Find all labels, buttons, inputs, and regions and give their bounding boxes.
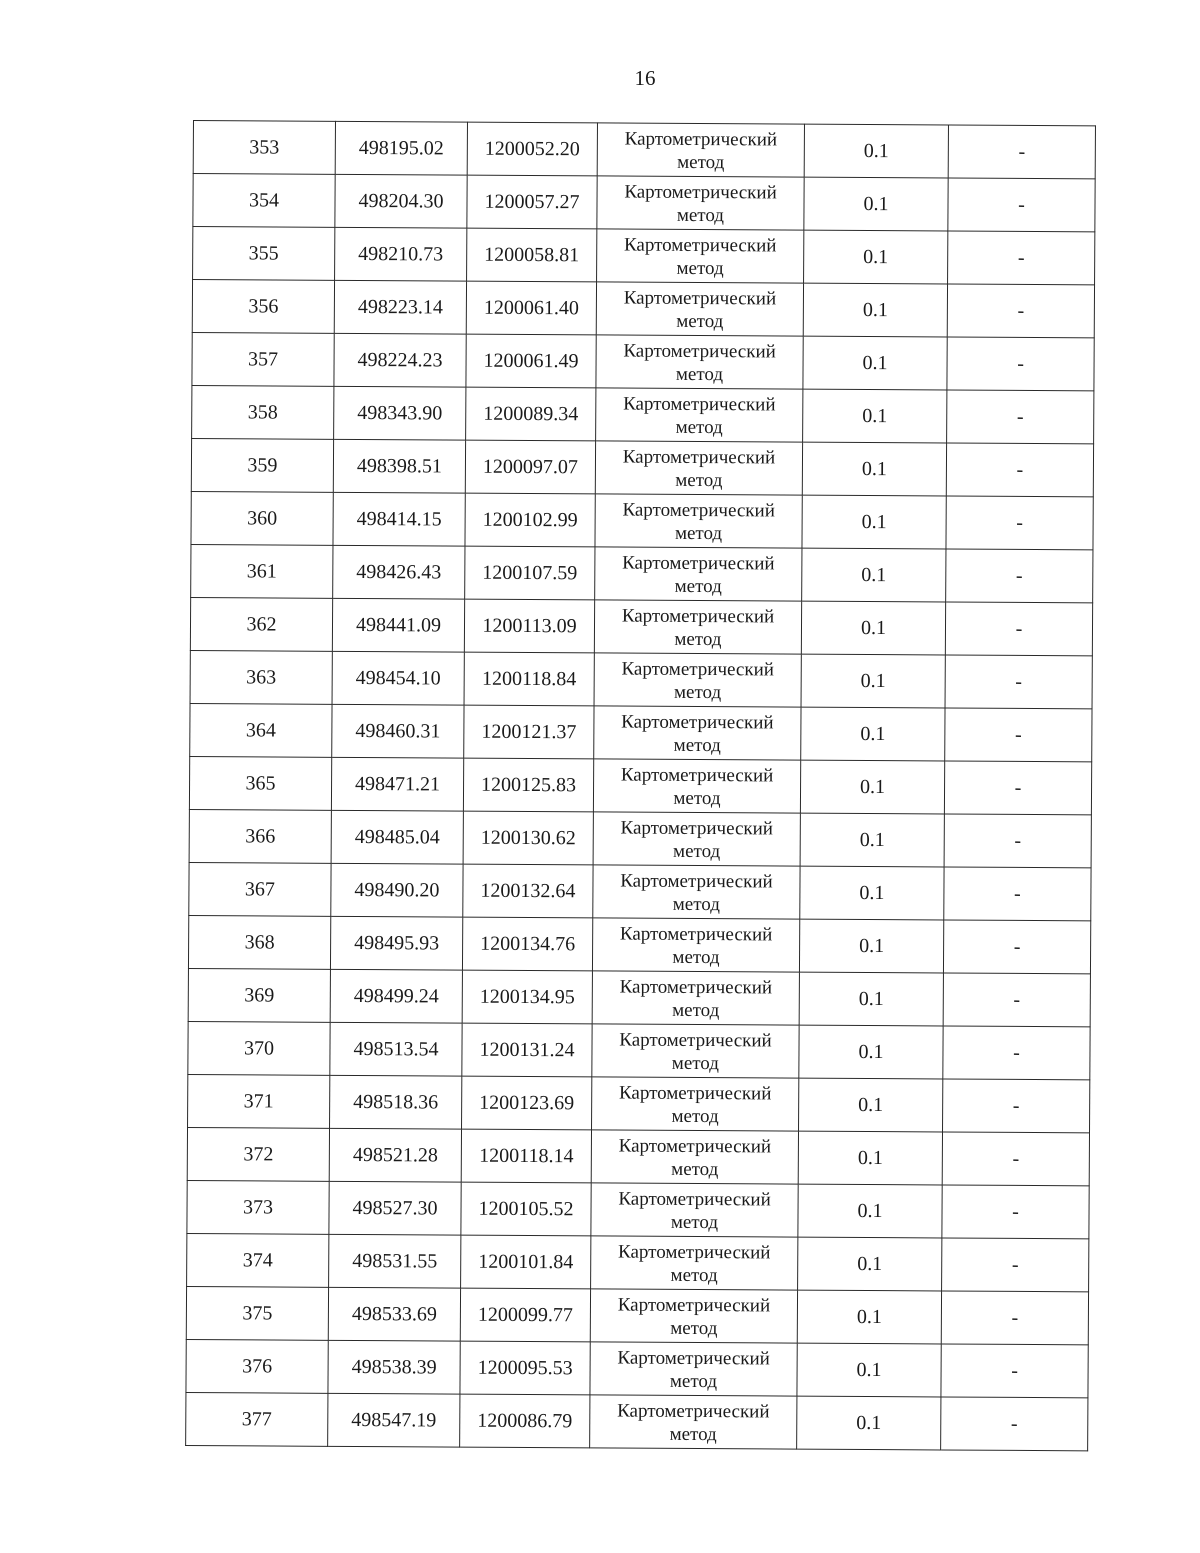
method-line-1: Картометрический bbox=[624, 128, 778, 151]
accuracy-cell: 0.1 bbox=[797, 1343, 941, 1397]
accuracy-cell: 0.1 bbox=[801, 707, 945, 761]
x-coordinate-cell: 498531.55 bbox=[329, 1234, 461, 1288]
method-line-1: Картометрический bbox=[617, 1400, 770, 1423]
note-cell: - bbox=[948, 178, 1095, 232]
point-number-cell: 365 bbox=[189, 756, 331, 810]
method-line-2: метод bbox=[674, 575, 722, 598]
point-number-cell: 370 bbox=[188, 1021, 330, 1075]
method-line-1: Картометрический bbox=[617, 1347, 770, 1370]
method-cell bbox=[596, 388, 803, 442]
y-coordinate-cell: 1200118.14 bbox=[461, 1129, 591, 1183]
note-cell: - bbox=[944, 867, 1091, 921]
point-number-cell: 375 bbox=[186, 1286, 328, 1340]
table-row bbox=[187, 1233, 1089, 1291]
method-cell bbox=[595, 494, 802, 548]
table-row bbox=[189, 809, 1091, 867]
note-cell: - bbox=[941, 1291, 1088, 1345]
method-line-1: Картометрический bbox=[618, 1241, 771, 1264]
method-line-1: Картометрический bbox=[623, 287, 777, 310]
method-line-1: Картометрический bbox=[618, 1188, 771, 1211]
method-line-1: Картометрический bbox=[620, 764, 774, 787]
method-line-2: метод bbox=[673, 681, 722, 704]
x-coordinate-cell: 498527.30 bbox=[329, 1181, 461, 1235]
method-line-1: Картометрический bbox=[620, 870, 773, 893]
y-coordinate-cell: 1200123.69 bbox=[462, 1076, 592, 1130]
y-coordinate-cell: 1200132.64 bbox=[463, 864, 593, 918]
table-row bbox=[186, 1392, 1088, 1450]
note-cell: - bbox=[947, 337, 1094, 391]
table-row bbox=[188, 1021, 1090, 1079]
x-coordinate-cell: 498538.39 bbox=[328, 1340, 460, 1394]
table-row bbox=[193, 174, 1095, 232]
y-coordinate-cell: 1200095.53 bbox=[460, 1341, 590, 1395]
method-line-2: метод bbox=[672, 946, 720, 969]
method-line-2: метод bbox=[670, 1211, 719, 1234]
note-cell: - bbox=[946, 549, 1093, 603]
accuracy-cell: 0.1 bbox=[800, 866, 944, 920]
note-cell: - bbox=[946, 496, 1093, 550]
x-coordinate-cell: 498485.04 bbox=[331, 810, 463, 864]
method-line-2: метод bbox=[673, 734, 721, 757]
method-line-2: метод bbox=[677, 151, 725, 174]
table-row bbox=[192, 332, 1094, 390]
point-number-cell: 356 bbox=[192, 280, 334, 334]
note-cell: - bbox=[947, 390, 1094, 444]
method-cell bbox=[596, 282, 803, 336]
method-line-1: Картометрический bbox=[621, 658, 775, 681]
table-row bbox=[190, 597, 1092, 655]
x-coordinate-cell: 498471.21 bbox=[331, 757, 463, 811]
y-coordinate-cell: 1200061.49 bbox=[466, 334, 596, 388]
accuracy-cell: 0.1 bbox=[798, 1131, 942, 1185]
y-coordinate-cell: 1200131.24 bbox=[462, 1023, 592, 1077]
note-cell: - bbox=[944, 814, 1091, 868]
x-coordinate-cell: 498495.93 bbox=[330, 916, 462, 970]
y-coordinate-cell: 1200102.99 bbox=[465, 493, 595, 547]
table-row bbox=[188, 915, 1090, 973]
method-line-1: Картометрический bbox=[622, 446, 776, 469]
note-cell: - bbox=[942, 1132, 1089, 1186]
x-coordinate-cell: 498521.28 bbox=[329, 1128, 461, 1182]
y-coordinate-cell: 1200099.77 bbox=[460, 1288, 590, 1342]
method-line-2: метод bbox=[671, 1158, 719, 1181]
note-cell: - bbox=[945, 602, 1092, 656]
note-cell: - bbox=[943, 1026, 1090, 1080]
y-coordinate-cell: 1200107.59 bbox=[465, 546, 595, 600]
point-number-cell: 372 bbox=[187, 1127, 329, 1181]
method-cell bbox=[594, 600, 801, 654]
accuracy-cell: 0.1 bbox=[802, 442, 946, 496]
y-coordinate-cell: 1200061.40 bbox=[466, 281, 596, 335]
method-cell bbox=[597, 229, 804, 283]
table-row bbox=[190, 703, 1092, 761]
method-line-1: Картометрический bbox=[623, 340, 776, 363]
point-number-cell: 361 bbox=[191, 544, 333, 598]
x-coordinate-cell: 498204.30 bbox=[335, 174, 467, 228]
method-cell bbox=[596, 335, 803, 389]
note-cell: - bbox=[945, 655, 1092, 709]
accuracy-cell: 0.1 bbox=[803, 389, 947, 443]
method-cell bbox=[590, 1289, 797, 1343]
x-coordinate-cell: 498490.20 bbox=[331, 863, 463, 917]
note-cell: - bbox=[943, 1079, 1090, 1133]
method-line-2: метод bbox=[676, 257, 724, 280]
accuracy-cell: 0.1 bbox=[797, 1396, 941, 1450]
coordinates-table bbox=[185, 120, 1096, 1451]
note-cell: - bbox=[941, 1397, 1088, 1451]
point-number-cell: 369 bbox=[188, 968, 330, 1022]
table-row bbox=[186, 1339, 1088, 1397]
point-number-cell: 358 bbox=[192, 385, 334, 439]
y-coordinate-cell: 1200121.37 bbox=[464, 705, 594, 759]
method-cell bbox=[594, 653, 801, 707]
accuracy-cell: 0.1 bbox=[799, 972, 943, 1026]
x-coordinate-cell: 498513.54 bbox=[330, 1022, 462, 1076]
point-number-cell: 353 bbox=[193, 121, 335, 175]
accuracy-cell: 0.1 bbox=[799, 1078, 943, 1132]
method-line-2: метод bbox=[669, 1370, 718, 1393]
method-cell bbox=[592, 1077, 799, 1131]
method-line-1: Картометрический bbox=[618, 1135, 772, 1158]
method-line-2: метод bbox=[672, 999, 720, 1022]
y-coordinate-cell: 1200130.62 bbox=[463, 811, 593, 865]
point-number-cell: 373 bbox=[187, 1180, 329, 1234]
accuracy-cell: 0.1 bbox=[801, 654, 945, 708]
accuracy-cell: 0.1 bbox=[803, 336, 947, 390]
note-cell: - bbox=[943, 920, 1090, 974]
x-coordinate-cell: 498343.90 bbox=[334, 386, 466, 440]
y-coordinate-cell: 1200134.95 bbox=[462, 970, 592, 1024]
accuracy-cell: 0.1 bbox=[798, 1184, 942, 1238]
note-cell: - bbox=[948, 125, 1095, 179]
x-coordinate-cell: 498547.19 bbox=[328, 1393, 460, 1447]
y-coordinate-cell: 1200105.52 bbox=[461, 1182, 591, 1236]
method-cell bbox=[597, 176, 804, 230]
table-row bbox=[192, 385, 1094, 443]
method-line-2: метод bbox=[674, 628, 722, 651]
method-line-1: Картометрический bbox=[619, 976, 773, 999]
method-cell bbox=[590, 1395, 797, 1449]
note-cell: - bbox=[941, 1344, 1088, 1398]
note-cell: - bbox=[944, 761, 1091, 815]
accuracy-cell: 0.1 bbox=[797, 1290, 941, 1344]
method-line-1: Картометрический bbox=[624, 181, 777, 204]
accuracy-cell: 0.1 bbox=[804, 230, 948, 284]
method-line-2: метод bbox=[675, 469, 723, 492]
accuracy-cell: 0.1 bbox=[800, 760, 944, 814]
method-cell bbox=[593, 759, 800, 813]
y-coordinate-cell: 1200052.20 bbox=[467, 122, 597, 176]
method-line-2: метод bbox=[675, 363, 724, 386]
x-coordinate-cell: 498499.24 bbox=[330, 969, 462, 1023]
point-number-cell: 357 bbox=[192, 332, 334, 386]
method-line-2: метод bbox=[670, 1317, 718, 1340]
x-coordinate-cell: 498441.09 bbox=[332, 598, 464, 652]
y-coordinate-cell: 1200113.09 bbox=[464, 599, 594, 653]
table-row bbox=[190, 650, 1092, 708]
point-number-cell: 364 bbox=[190, 703, 332, 757]
table-row bbox=[189, 756, 1091, 814]
table-row bbox=[187, 1127, 1089, 1185]
accuracy-cell: 0.1 bbox=[804, 177, 948, 231]
accuracy-cell: 0.1 bbox=[803, 283, 947, 337]
note-cell: - bbox=[946, 443, 1093, 497]
method-cell bbox=[593, 812, 800, 866]
method-cell bbox=[591, 1130, 798, 1184]
y-coordinate-cell: 1200089.34 bbox=[466, 387, 596, 441]
x-coordinate-cell: 498195.02 bbox=[335, 121, 467, 175]
method-line-2: метод bbox=[676, 204, 725, 227]
table-row bbox=[187, 1180, 1089, 1238]
point-number-cell: 374 bbox=[187, 1233, 329, 1287]
coordinates-table-body bbox=[186, 121, 1096, 1451]
note-cell: - bbox=[942, 1238, 1089, 1292]
method-line-2: метод bbox=[674, 522, 723, 545]
y-coordinate-cell: 1200058.81 bbox=[467, 228, 597, 282]
note-cell: - bbox=[948, 231, 1095, 285]
y-coordinate-cell: 1200097.07 bbox=[465, 440, 595, 494]
method-line-1: Картометрический bbox=[623, 234, 777, 257]
x-coordinate-cell: 498210.73 bbox=[335, 227, 467, 281]
method-cell bbox=[594, 706, 801, 760]
table-row bbox=[191, 491, 1093, 549]
x-coordinate-cell: 498533.69 bbox=[328, 1287, 460, 1341]
method-line-2: метод bbox=[672, 893, 720, 916]
method-cell bbox=[597, 123, 804, 177]
point-number-cell: 362 bbox=[190, 597, 332, 651]
accuracy-cell: 0.1 bbox=[798, 1237, 942, 1291]
method-cell bbox=[592, 1024, 799, 1078]
x-coordinate-cell: 498426.43 bbox=[333, 545, 465, 599]
method-line-2: метод bbox=[670, 1264, 718, 1287]
x-coordinate-cell: 498454.10 bbox=[332, 651, 464, 705]
point-number-cell: 354 bbox=[193, 174, 335, 228]
table-row bbox=[188, 1074, 1090, 1132]
page-number: 16 bbox=[634, 66, 656, 90]
accuracy-cell: 0.1 bbox=[802, 495, 946, 549]
x-coordinate-cell: 498224.23 bbox=[334, 333, 466, 387]
point-number-cell: 367 bbox=[189, 862, 331, 916]
y-coordinate-cell: 1200101.84 bbox=[461, 1235, 591, 1289]
accuracy-cell: 0.1 bbox=[799, 919, 943, 973]
table-row bbox=[188, 968, 1090, 1026]
y-coordinate-cell: 1200086.79 bbox=[460, 1394, 590, 1448]
y-coordinate-cell: 1200057.27 bbox=[467, 175, 597, 229]
method-line-2: метод bbox=[673, 840, 721, 863]
point-number-cell: 363 bbox=[190, 650, 332, 704]
table-row bbox=[193, 121, 1095, 179]
method-cell bbox=[592, 971, 799, 1025]
y-coordinate-cell: 1200118.84 bbox=[464, 652, 594, 706]
y-coordinate-cell: 1200125.83 bbox=[463, 758, 593, 812]
table-row bbox=[192, 280, 1094, 338]
method-cell bbox=[595, 441, 802, 495]
x-coordinate-cell: 498518.36 bbox=[330, 1075, 462, 1129]
method-line-1: Картометрический bbox=[619, 923, 773, 946]
method-line-1: Картометрический bbox=[622, 499, 775, 522]
table-row bbox=[193, 227, 1095, 285]
accuracy-cell: 0.1 bbox=[801, 601, 945, 655]
method-cell bbox=[591, 1236, 798, 1290]
accuracy-cell: 0.1 bbox=[804, 124, 948, 178]
table-row bbox=[186, 1286, 1088, 1344]
note-cell: - bbox=[943, 973, 1090, 1027]
point-number-cell: 377 bbox=[186, 1392, 328, 1446]
method-cell bbox=[595, 547, 802, 601]
point-number-cell: 371 bbox=[188, 1074, 330, 1128]
method-line-1: Картометрический bbox=[620, 817, 774, 840]
y-coordinate-cell: 1200134.76 bbox=[462, 917, 592, 971]
note-cell: - bbox=[942, 1185, 1089, 1239]
accuracy-cell: 0.1 bbox=[802, 548, 946, 602]
method-line-1: Картометрический bbox=[619, 1029, 772, 1052]
x-coordinate-cell: 498414.15 bbox=[333, 492, 465, 546]
point-number-cell: 368 bbox=[188, 915, 330, 969]
x-coordinate-cell: 498223.14 bbox=[334, 280, 466, 334]
method-cell bbox=[592, 918, 799, 972]
method-cell bbox=[590, 1342, 797, 1396]
point-number-cell: 355 bbox=[193, 227, 335, 281]
table-row bbox=[191, 544, 1093, 602]
method-line-1: Картометрический bbox=[622, 552, 775, 575]
method-line-2: метод bbox=[669, 1423, 717, 1446]
method-line-1: Картометрический bbox=[621, 605, 775, 628]
method-line-2: метод bbox=[675, 416, 723, 439]
method-line-2: метод bbox=[671, 1052, 720, 1075]
method-line-2: метод bbox=[676, 310, 724, 333]
table-row bbox=[191, 438, 1093, 496]
method-cell bbox=[593, 865, 800, 919]
table-row bbox=[189, 862, 1091, 920]
note-cell: - bbox=[945, 708, 1092, 762]
x-coordinate-cell: 498398.51 bbox=[333, 439, 465, 493]
method-line-1: Картометрический bbox=[617, 1294, 771, 1317]
point-number-cell: 359 bbox=[191, 438, 333, 492]
method-line-1: Картометрический bbox=[618, 1082, 772, 1105]
point-number-cell: 376 bbox=[186, 1339, 328, 1393]
point-number-cell: 360 bbox=[191, 491, 333, 545]
method-cell bbox=[591, 1183, 798, 1237]
accuracy-cell: 0.1 bbox=[799, 1025, 943, 1079]
method-line-1: Картометрический bbox=[621, 711, 774, 734]
accuracy-cell: 0.1 bbox=[800, 813, 944, 867]
point-number-cell: 366 bbox=[189, 809, 331, 863]
method-line-2: метод bbox=[671, 1105, 719, 1128]
method-line-2: метод bbox=[673, 787, 721, 810]
method-line-1: Картометрический bbox=[623, 393, 776, 416]
note-cell: - bbox=[947, 284, 1094, 338]
x-coordinate-cell: 498460.31 bbox=[332, 704, 464, 758]
